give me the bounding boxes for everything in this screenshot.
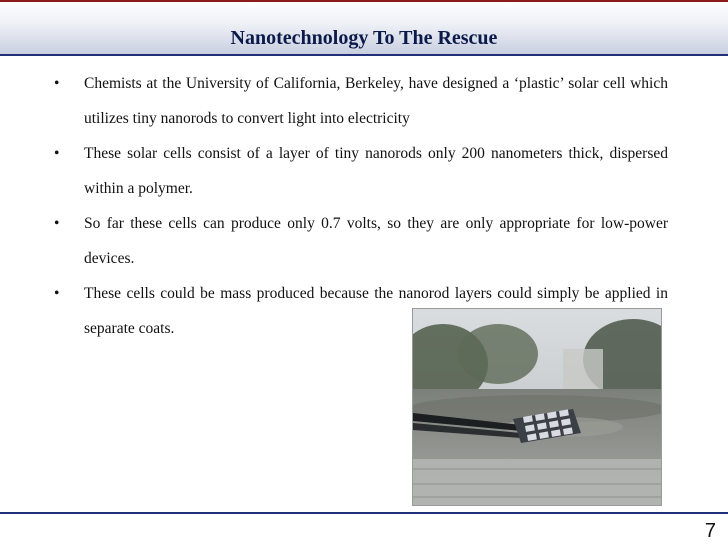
slide-title: Nanotechnology To The Rescue [230,27,498,49]
bullet-text: These solar cells consist of a layer of tiny nanorods only 200 nanometers thick, dispersed within a polymer. [84,145,668,197]
bullet-list [54,66,668,346]
title-bar [0,0,728,56]
bullet-item [54,66,668,136]
bullet-text: These cells could be mass produced because the nanorod layers could simply be applied in separate coats. [84,285,668,337]
bullet-icon: • [54,215,60,232]
bullet-item [54,136,668,206]
bullet-text: Chemists at the University of California, Berkeley, have designed a ‘plastic’ solar cell which utilizes tiny nanorods to convert light into electricity [84,75,668,127]
bullet-item [54,206,668,276]
bullet-icon: • [54,75,60,92]
title-accent-line [0,0,728,2]
bullet-icon: • [54,145,60,162]
tweezers-solar-cell-illustration [413,309,661,505]
page-number: 7 [704,520,716,542]
bullet-icon: • [54,285,60,302]
solar-cell-photo [412,308,662,506]
bullet-text: So far these cells can produce only 0.7 volts, so they are only appropriate for low-power devices. [84,215,668,267]
footer-rule [0,512,728,514]
